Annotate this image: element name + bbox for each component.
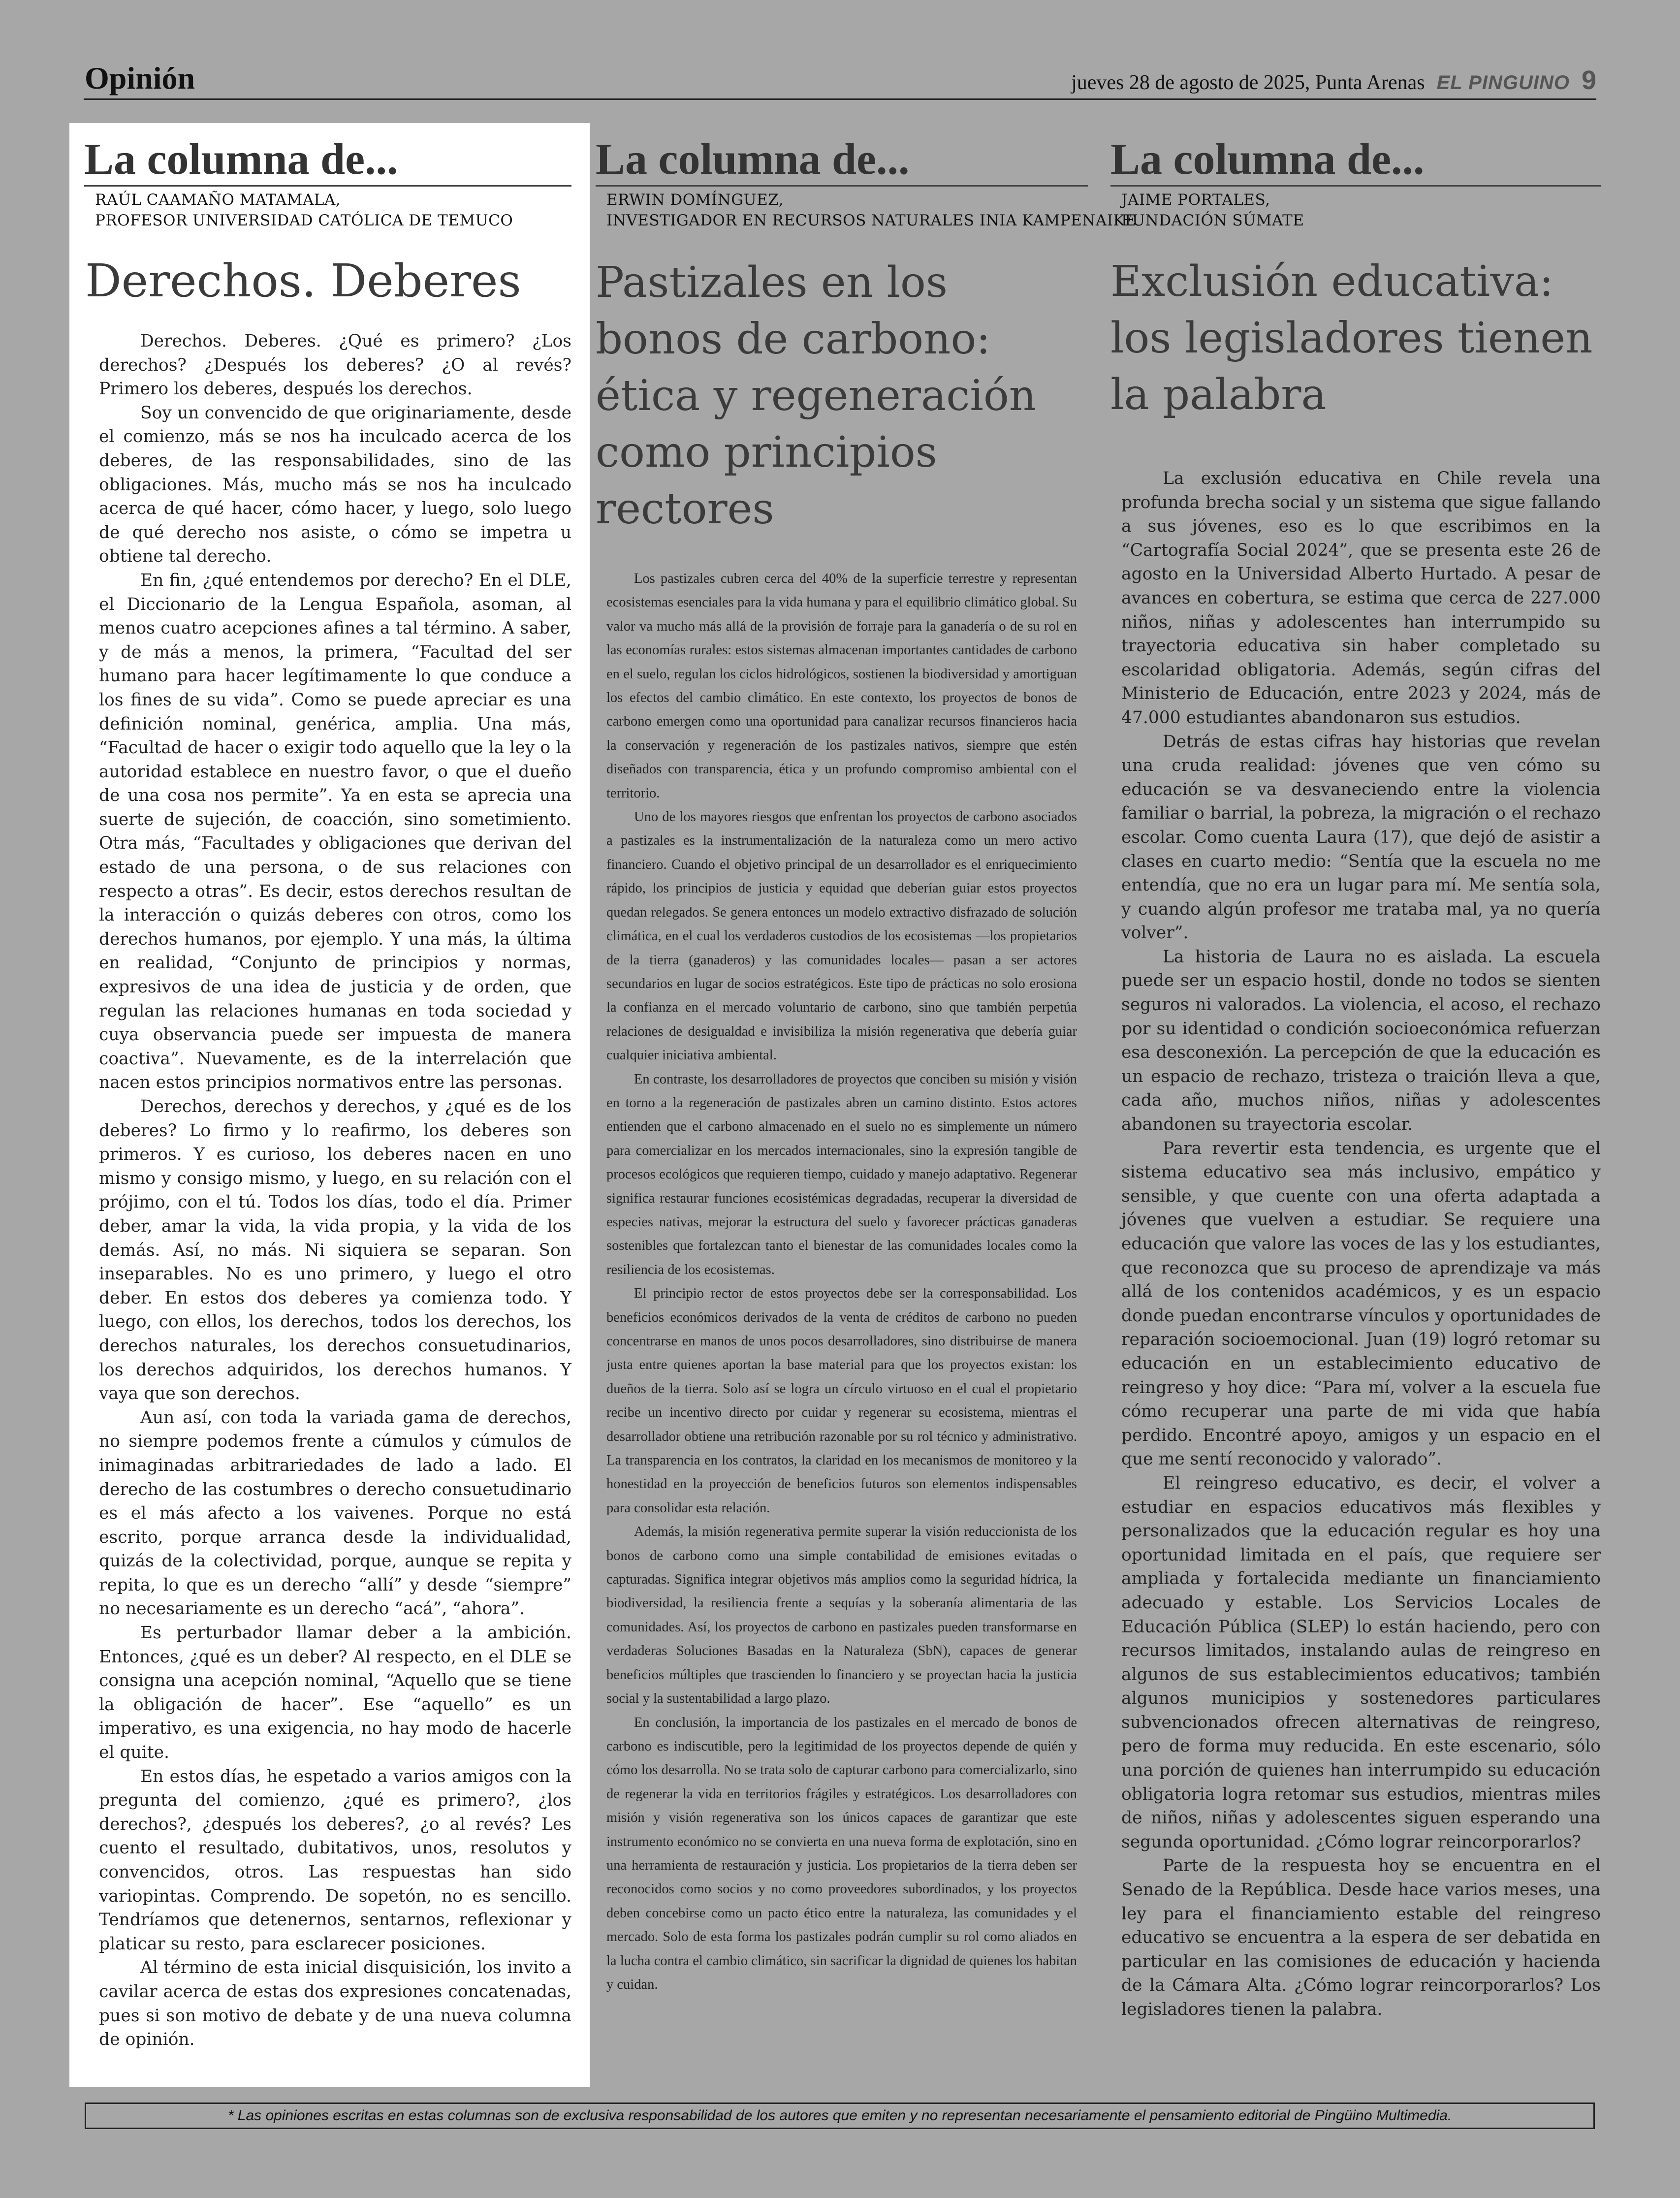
paragraph: La historia de Laura no es aislada. La escuela puede ser un espacio hostil, donde no todos se sienten seguros ni valorados. La violencia, el acoso, el rechazo por su identidad o condición socioeconómica refuerzan esa desconexión. La percepción de que la educación es un espacio de rechazo, tristeza o traición lleva a que, cada año, muchos niños, niñas y adolescentes abandonen su trayectoria escolar.	[1121, 947, 1601, 1135]
paragraph: Para revertir esta tendencia, es urgente que el sistema educativo sea más inclusivo, empático y sensible, y que cuente con una oferta adaptada a jóvenes que vuelven a estudiar. Se requiere una educación que valore las voces de las y los estudiantes, que reconozca que su proceso de aprendizaje va más allá de los contenidos académicos, y es un espacio donde puedan encontrarse vínculos y oportunidades de reparación socioemocional. Juan (19) logró retomar su educación en un establecimiento educativo de reingreso y hoy dice: “Para mí, volver a la escuela fue cómo recuperar una parte de mi vida que había perdido. Encontré apoyo, amigos y un espacio en el que me sentí reconocido y valorado”.	[1121, 1138, 1601, 1469]
paragraph: El principio rector de estos proyectos debe ser la corresponsabilidad. Los beneficios económicos derivados de la venta de créditos de carbono no pueden concentrarse en manos de unos pocos desarrolladores, sino distribuirse de manera justa entre quienes aportan la base material para que los proyectos existan: los dueños de la tierra. Solo así se logra un círculo virtuoso en el cual el propietario recibe un incentivo directo por cuidar y regenerar su ecosistema, mientras el desarrollador obtiene una retribución razonable por su rol técnico y administrativo. La transparencia en los contratos, la claridad en los mecanismos de monitoreo y la honestidad en la proyección de beneficios futuros son elementos indispensables para consolidar esta relación.	[606, 1286, 1077, 1516]
newspaper-logo: EL PINGUINO	[1436, 72, 1570, 94]
paragraph: La exclusión educativa en Chile revela una profunda brecha social y un sistema que sigue fallando a sus jóvenes, eso es lo que escribimos en la “Cartografía Social 2024”, que se presenta este 26 de agosto en la Universidad Alberto Hurtado. A pesar de avances en cobertura, se estima que cerca de 227.000 niños, niñas y adolescentes han interrumpido su trayectoria educativa sin haber completado su escolaridad obligatoria. Además, según cifras del Ministerio de Educación, entre 2023 y 2024, más de 47.000 estudiantes abandonaron sus estudios.	[1121, 469, 1601, 728]
section-name: Opinión	[85, 61, 195, 96]
opinion-column-2	[596, 123, 1137, 1997]
paragraph: Además, la misión regenerativa permite superar la visión reduccionista de los bonos de carbono como una simple contabilidad de emisiones evitadas o capturadas. Significa integrar objetivos más amplios como la seguridad hídrica, la biodiversidad, la resiliencia frente a sequías y la soberanía alimentaria de las comunidades. Así, los proyectos de carbono en pastizales pueden transformarse en verdaderas Soluciones Basadas en la Naturaleza (SbN), capaces de generar beneficios múltiples que trascienden lo financiero y se proyectan hacia la justicia social y la sustentabilidad a largo plazo.	[606, 1524, 1077, 1707]
paragraph: En conclusión, la importancia de los pastizales en el mercado de bonos de carbono es indiscutible, pero la legitimidad de los proyectos depende de quién y cómo los desarrolla. No se trata solo de capturar carbono para comercializarlo, sino de regenerar la vida en territorios frágiles y estratégicos. Los desarrolladores con misión y visión regenerativa son los únicos capaces de garantizar que este instrumento económico no se convierta en una nueva forma de explotación, sino en una herramienta de restauración y justicia. Los propietarios de la tierra deben ser reconocidos como socios y no como proveedores subordinados, y los proyectos deben concebirse como un pacto ético entre la naturaleza, las comunidades y el mercado. Solo de esta forma los pastizales podrán cumplir su rol como aliados en la lucha contra el cambio climático, sin sacrificar la dignidad de quienes los habitan y cuidan.	[606, 1715, 1077, 1992]
paragraph: Uno de los mayores riesgos que enfrentan los proyectos de carbono asociados a pastizales es la instrumentalización de la naturaleza como un mero activo financiero. Cuando el objetivo principal de un desarrollador es el enriquecimiento rápido, los principios de justicia y equidad que deberían guiar estos proyectos quedan relegados. Se genera entonces un modelo extractivo disfrazado de solución climática, en el cual los verdaderos custodios de los ecosistemas —los propietarios de la tierra (ganaderos) y las comunidades locales— pasan a ser actores secundarios en lugar de socios estratégicos. Este tipo de prácticas no solo erosiona la confianza en el mercado voluntario de carbono, sino que también perpetúa relaciones de desigualdad e invisibiliza la misión regenerativa que debería guiar cualquier iniciativa ambiental.	[606, 809, 1077, 1063]
author-name: JAIME PORTALES,	[1121, 191, 1270, 209]
paragraph: Detrás de estas cifras hay historias que revelan una cruda realidad: jóvenes que ven cómo su educación se va desvaneciendo entre la violencia familiar o barrial, la pobreza, la migración o el rechazo escolar. Como cuenta Laura (17), que dejó de asistir a clases en cuarto medio: “Sentía que la escuela no me entendía, que no era un lugar para mí. Me sentía sola, y cuando algún profesor me trataba mal, ya no quería volver”.	[1121, 732, 1601, 943]
column-title: Pastizales en los bonos de carbono: ética y regeneración como principios rectores	[596, 258, 1037, 534]
author-byline	[596, 190, 1137, 231]
author-name: ERWIN DOMÍNGUEZ,	[606, 191, 784, 209]
column-title: Derechos. Deberes	[85, 255, 521, 307]
paragraph: Derechos. Deberes. ¿Qué es primero? ¿Los derechos? ¿Después los deberes? ¿O al revés? Primero los deberes, después los derechos.	[99, 331, 571, 399]
paragraph: El reingreso educativo, es decir, el volver a estudiar en espacios educativos más flexibles y personalizados que la educación regular es hoy una oportunidad limitada en el país, que requiere ser ampliada y fortalecida mediante un financiamiento adecuado y estable. Los Servicios Locales de Educación Pública (SLEP) lo están haciendo, pero con recursos limitados, instalando aulas de reingreso en algunos de sus establecimientos educativos; también algunos municipios y sostenedores particulares subvencionados ofrecen alternativas de reingreso, pero de forma muy reducida. En este escenario, sólo una porción de quienes han interrumpido su educación obligatoria logra retomar sus estudios, mientras miles de niños, niñas y adolescentes siguen esperando una segunda oportunidad. ¿Cómo lograr reincorporarlos?	[1121, 1473, 1601, 1852]
author-affiliation: PROFESOR UNIVERSIDAD CATÓLICA DE TEMUCO	[95, 212, 513, 229]
author-byline	[84, 190, 571, 231]
paragraph: En estos días, he espetado a varios amigos con la pregunta del comienzo, ¿qué es primero?, ¿los derechos?, ¿después los deberes?, ¿o al revés? Les cuento el resultado, dubitativos, unos, resolutos y convencidos, otros. Las respuestas han sido variopintas. Comprendo. De sopetón, no es sencillo. Tendríamos que detenernos, sentarnos, reflexionar y platicar su resto, para esclarecer posiciones.	[99, 1766, 571, 1954]
paragraph: Parte de la respuesta hoy se encuentra en el Senado de la República. Desde hace varios meses, una ley para el financiamiento estable del reingreso educativo se encuentra a la espera de ser debatida en particular en las comisiones de educación y hacienda de la Cámara Alta. ¿Cómo lograr reincorporarlos? Los legisladores tienen la palabra.	[1121, 1856, 1601, 2019]
paragraph: Al término de esta inicial disquisición, los invito a cavilar acerca de estas dos expresiones concatenadas, pues si son motivo de debate y de una nueva columna de opinión.	[99, 1958, 571, 2050]
column-body	[596, 567, 1088, 1997]
page-header	[84, 60, 1596, 100]
author-name: RAÚL CAAMAÑO MATAMALA,	[95, 191, 341, 209]
author-affiliation: INVESTIGADOR EN RECURSOS NATURALES INIA KAMPENAIKE	[606, 212, 1137, 229]
disclaimer-box	[85, 2102, 1595, 2129]
column-body	[1110, 467, 1601, 2022]
paragraph: Soy un convencido de que originariamente, desde el comienzo, más se nos ha inculcado acerca de los deberes, de las responsabilidades, sino de las obligaciones. Más, mucho más se nos ha inculcado acerca de qué hacer, cómo hacer, y luego, solo luego de qué derecho nos asiste, o cómo se impetra u obtiene tal derecho.	[99, 403, 571, 567]
author-byline	[1110, 190, 1601, 231]
column-kicker: La columna de...	[84, 134, 571, 187]
paragraph: Los pastizales cubren cerca del 40% de la superficie terrestre y representan ecosistemas esenciales para la vida humana y para el equilibrio climático global. Su valor va mucho más allá de la provisión de forraje para la ganadería o de su rol en las economías rurales: estos sistemas almacenan importantes cantidades de carbono en el suelo, regulan los ciclos hidrológicos, sostienen la biodiversidad y amortiguan los efectos del cambio climático. En este contexto, los proyectos de bonos de carbono emergen como una oportunidad para canalizar recursos financieros hacia la conservación y regeneración de los pastizales nativos, siempre que estén diseñados con transparencia, ética y un profundo compromiso ambiental con el territorio.	[606, 571, 1077, 801]
issue-date: jueves 28 de agosto de 2025, Punta Arenas	[1071, 71, 1425, 94]
header-meta	[1071, 65, 1596, 96]
column-body	[84, 329, 571, 2052]
paragraph: En contraste, los desarrolladores de proyectos que conciben su misión y visión en torno a la regeneración de pastizales abren un camino distinto. Estos actores entienden que el carbono almacenado en el suelo no es simplemente un número para comercializar en los mercados internacionales, sino la expresión tangible de procesos ecológicos que requieren tiempo, cuidado y manejo adaptativo. Regenerar significa restaurar funciones ecosistémicas degradadas, recuperar la diversidad de especies nativas, mejorar la estructura del suelo y favorecer prácticas ganaderas sostenibles que fortalezcan tanto el bienestar de las comunidades locales como la resiliencia de los ecosistemas.	[606, 1071, 1077, 1277]
paragraph: Derechos, derechos y derechos, y ¿qué es de los deberes? Lo firmo y lo reafirmo, los deberes son primeros. Y es curioso, los deberes nacen en uno mismo y consigo mismo, y luego, en su relación con el prójimo, con el tú. Todos los días, todo el día. Primer deber, amar la vida, la vida propia, y la vida de los demás. Así, no más. Ni siquiera se separan. Son inseparables. No es uno primero, y luego el otro deber. En estos dos deberes ya comienza todo. Y luego, con ellos, los derechos, todos los derechos, los derechos naturales, los derechos consuetudinarios, los derechos adquiridos, los derechos humanos. Y vaya que son derechos.	[99, 1097, 571, 1404]
author-affiliation: FUNDACIÓN SÚMATE	[1121, 212, 1304, 229]
page-number: 9	[1581, 65, 1596, 95]
column-kicker: La columna de...	[596, 134, 1088, 187]
paragraph: Es perturbador llamar deber a la ambición. Entonces, ¿qué es un deber? Al respecto, en el DLE se consigna una acepción nominal, “Aquello que se tiene la obligación de hacer”. Ese “aquello” es un imperativo, es una exigencia, no hay modo de hacerle el quite.	[99, 1623, 571, 1763]
opinion-column-3	[1110, 123, 1601, 2022]
paragraph: Aun así, con toda la variada gama de derechos, no siempre podemos frente a cúmulos y cúmulos de inimaginadas arbitrariedades de lado a lado. El derecho de las costumbres o derecho consuetudinario es el más afecto a los vaivenes. Porque no está escrito, porque arranca desde la individualidad, quizás de la colectividad, porque, aunque se repita y repita, lo que es un derecho “allí” y desde “siempre” no necesariamente es un derecho “acá”, “ahora”.	[99, 1407, 571, 1619]
column-kicker: La columna de...	[1110, 134, 1601, 187]
disclaimer-text: * Las opiniones escritas en estas columnas son de exclusiva responsabilidad de los autores que emiten y no representan necesariamente el pensamiento editorial de Pingüino Multimedia.	[227, 2107, 1452, 2124]
paragraph: En fin, ¿qué entendemos por derecho? En el DLE, el Diccionario de la Lengua Española, asoman, al menos cuatro acepciones afines a tal término. A saber, y de más a menos, la primera, “Facultad del ser humano para hacer legítimamente lo que conduce a los fines de su vida”. Como se puede apreciar es una definición nominal, genérica, amplia. Una más, “Facultad de hacer o exigir todo aquello que la ley o la autoridad establece en nuestro favor, o que el dueño de una cosa nos permite”. Ya en esta se aprecia una suerte de sujeción, de coacción, sino sometimiento. Otra más, “Facultades y obligaciones que derivan del estado de una persona, o de sus relaciones con respecto a otras”. Es decir, estos derechos resultan de la interacción o quizás deberes con otros, como los derechos humanos, por ejemplo. Y una más, la última en realidad, “Conjunto de principios y normas, expresivos de una idea de justicia y de orden, que regulan las relaciones humanas en toda sociedad y cuya observancia puede ser impuesta de manera coactiva”. Nuevamente, es de la interrelación que nacen estos principios normativos entre las personas.	[99, 570, 571, 1093]
column-title: Exclusión educativa: los legisladores tienen la palabra	[1110, 257, 1593, 419]
opinion-column-1	[69, 123, 590, 2087]
